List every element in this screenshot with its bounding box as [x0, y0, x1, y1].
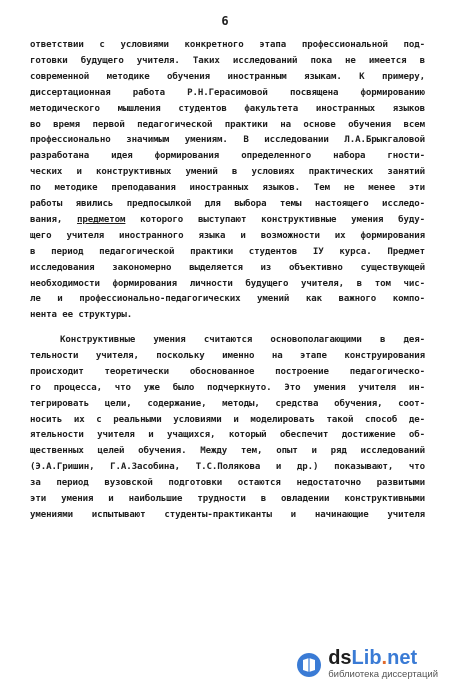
text-line: умениями испытывают студенты-практиканты и начинающие учителя	[30, 509, 425, 520]
text-line: ятельности учителя и учащихся, который обеспечит достижение об-	[30, 430, 425, 441]
text-line: ответствии с условиями конкретного этапа профессиональной под-	[30, 40, 425, 50]
text-line: нента ее структуры.	[30, 310, 133, 321]
text-line: профессионально значимым умениям. В исследовании Л.А.Брыкгаловой	[30, 135, 425, 146]
text-line: Конструктивные умения считаются основополагающими в дея-	[60, 335, 425, 345]
text-line: го процесса, что уже было подчеркнуто. Это умения учителя ин-	[30, 382, 425, 393]
text-line: исследования закономерно выделяется из объективно существующей	[30, 262, 425, 273]
dslib-watermark[interactable]	[296, 649, 438, 680]
watermark-brand: dsLib.net	[328, 647, 418, 669]
text-line: работы явились предпосылкой для выбора темы настоящего исследо-	[30, 199, 425, 209]
text-line: ческих и конструктивных умений в условиях практических занятий	[30, 167, 425, 178]
text-line: щественных целей обучения. Между тем, опыт и ряд исследований	[30, 446, 425, 457]
text-line: в период педагогической практики студентов IУ курса. Предмет	[30, 246, 425, 257]
text-line: необходимости формирования личности будущего учителя, в том чис-	[30, 278, 425, 289]
text-line: современной методике обучения иностранным языкам. К примеру,	[30, 71, 425, 82]
text-line: за период вузовской подготовки остаются недостаточно развитыми	[30, 478, 425, 489]
text-line: носить их с реальными условиями и моделировать такой способ де-	[30, 414, 425, 425]
text-line: диссертационная работа Р.Н.Герасимовой посвящена формированию	[30, 87, 425, 98]
text-line: щего учителя иностранного языка и возможности их формирования	[30, 230, 425, 241]
text-line: ле и профессионально-педагогических умений как важного компо-	[30, 294, 425, 305]
text-line: тельности учителя, поскольку именно на этапе конструирования	[30, 350, 425, 361]
text-line: разработана идея формирования определенного набора гности-	[30, 151, 425, 162]
page-number: 6	[221, 14, 229, 28]
text-line: методического мышления студентов факультета иностранных языков	[30, 103, 425, 114]
text-line: вания, предметом которого выступают конструктивные умения буду-	[30, 214, 425, 225]
dslib-logo-icon	[296, 652, 322, 678]
underlined-word: предметом	[77, 214, 126, 225]
text-line: эти умения и наибольшие трудности в овладении конструктивными	[30, 494, 425, 504]
text-line: во время первой педагогической практики на основе обучения всем	[30, 119, 425, 130]
text-line: происходит теоретически обоснованное построение педагогическо-	[30, 366, 425, 377]
text-line: (Э.А.Гришин, Г.А.Засобина, Т.С.Полякова и др.) показывают, что	[30, 462, 425, 473]
watermark-subtitle: библиотека диссертаций	[328, 669, 438, 680]
text-line: тегрировать цели, содержание, методы, средства обучения, соот-	[30, 398, 425, 409]
text-line: по методике преподавания иностранных языков. Тем не менее эти	[30, 183, 425, 194]
text-line: готовки будущего учителя. Таких исследований пока не имеется в	[30, 55, 425, 66]
